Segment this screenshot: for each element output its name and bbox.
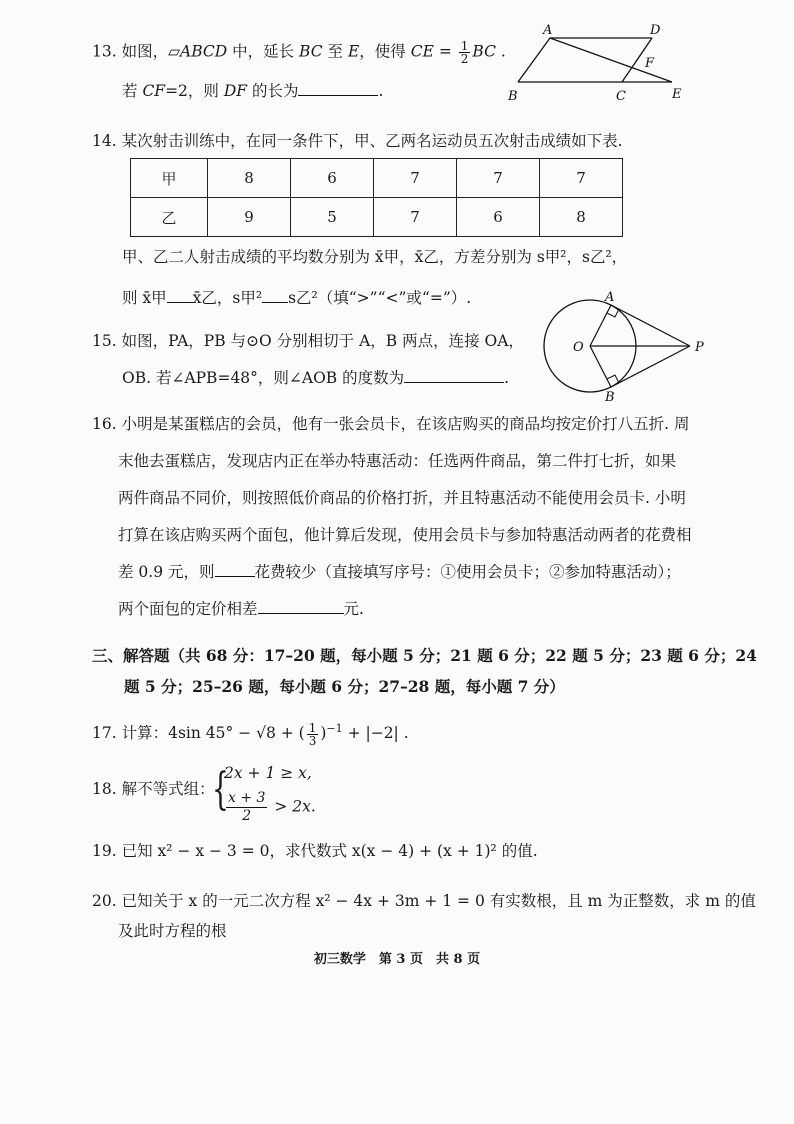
q13-line1: 13. 如图，▱ABCD 中，延长 BC 至 E，使得 CE = $\frac{1}{2}$ BC . [92, 39, 506, 66]
q16-line3: 两件商品不同价，则按照低价商品的价格打折，并且特惠活动不能使用会员卡. 小明 [118, 489, 686, 507]
q20-line1: 20. 已知关于 x 的一元二次方程 x² − 4x + 3m + 1 = 0 有实数根，且 m 为正整数，求 m 的值 [92, 892, 756, 910]
q20-line2: 及此时方程的根 [118, 922, 227, 940]
label-B: B [508, 89, 518, 104]
q16-line6: 两个面包的定价相差 元. [118, 600, 364, 618]
label-O: O [573, 340, 584, 355]
q16-line1: 16. 小明是某蛋糕店的会员，他有一张会员卡，在该店购买的商品均按定价打八五折. 周 [92, 415, 690, 433]
section-heading-cont: 题 5 分；25–26 题，每小题 6 分；27–28 题，每小题 7 分） [124, 677, 565, 696]
question-number: 14. [92, 132, 117, 150]
q16-line4: 打算在该店购买两个面包，他计算后发现，使用会员卡与参加特惠活动两者的花费相 [118, 526, 692, 544]
table-row: 乙 9 5 7 6 8 [131, 198, 623, 237]
answer-blank[interactable] [258, 599, 344, 614]
label-P: P [695, 340, 704, 355]
section-heading: 三、解答题（共 68 分：17–20 题，每小题 5 分；21 题 6 分；22 题 5 分；23 题 6 分；24 [92, 646, 757, 665]
q17: 17. 计算：4sin 45° − √8 + ( $\frac{1}{3}$ )$^{-1}$ + |−2| . [92, 720, 409, 748]
q13-line2: 若 CF=2，则 DF 的长为 . [122, 82, 384, 100]
circle-tangent-figure [535, 290, 715, 404]
answer-blank[interactable] [262, 288, 288, 303]
label-C: C [616, 89, 626, 104]
label-D: D [650, 23, 661, 38]
answer-blank[interactable] [404, 368, 504, 383]
question-number: 20. [92, 892, 117, 910]
inequality-2: $\frac{x + 3}{2}$ > 2x. [228, 790, 316, 824]
q14-line1: 14. 某次射击训练中，在同一条件下，甲、乙两名运动员五次射击成绩如下表. [92, 132, 623, 150]
q14-line2: 甲、乙二人射击成绩的平均数分别为 x̄甲，x̄乙，方差分别为 s甲²，s乙²， [122, 248, 628, 266]
fraction-one-third: $\frac{1}{3}$ [308, 720, 317, 748]
answer-blank[interactable] [167, 288, 193, 303]
question-number: 13. [92, 42, 117, 61]
q18-label: 18. 解不等式组： [92, 780, 215, 798]
table-row: 甲 8 6 7 7 7 [131, 159, 623, 198]
label-A: A [543, 23, 553, 38]
label-E: E [672, 87, 682, 102]
q19: 19. 已知 x² − x − 3 = 0，求代数式 x(x − 4) + (x + 1)² 的值. [92, 842, 538, 860]
page-footer: 初三数学 第 3 页 共 8 页 [313, 952, 481, 967]
parallelogram-figure [500, 22, 700, 110]
q16-line2: 末他去蛋糕店，发现店内正在举办特惠活动：任选两件商品，第二件打七折，如果 [118, 452, 677, 470]
question-number: 15. [92, 332, 117, 350]
label-F: F [645, 56, 655, 71]
label-A: A [605, 290, 615, 305]
fraction-one-half: $\frac{1}{2}$ [460, 39, 469, 66]
question-number: 18. [92, 780, 117, 798]
answer-blank[interactable] [215, 562, 255, 577]
question-number: 19. [92, 842, 117, 860]
q15-line1: 15. 如图，PA，PB 与⊙O 分别相切于 A，B 两点，连接 OA， [92, 332, 524, 350]
brace-symbol: { [212, 764, 229, 815]
q15-line2: OB. 若∠APB=48°，则∠AOB 的度数为 . [122, 369, 510, 387]
question-number: 17. [92, 724, 117, 743]
question-number: 16. [92, 415, 117, 433]
q16-line5: 差 0.9 元，则 花费较少（直接填写序号：①使用会员卡；②参加特惠活动）； [118, 563, 681, 581]
answer-blank[interactable] [298, 81, 378, 96]
inequality-1: 2x + 1 ≥ x, [224, 764, 312, 782]
scores-table [130, 158, 623, 237]
label-B: B [605, 390, 615, 404]
q14-line3: 则 x̄甲 x̄乙，s甲² s乙²（填“>”“<”或“=”）. [122, 289, 472, 307]
